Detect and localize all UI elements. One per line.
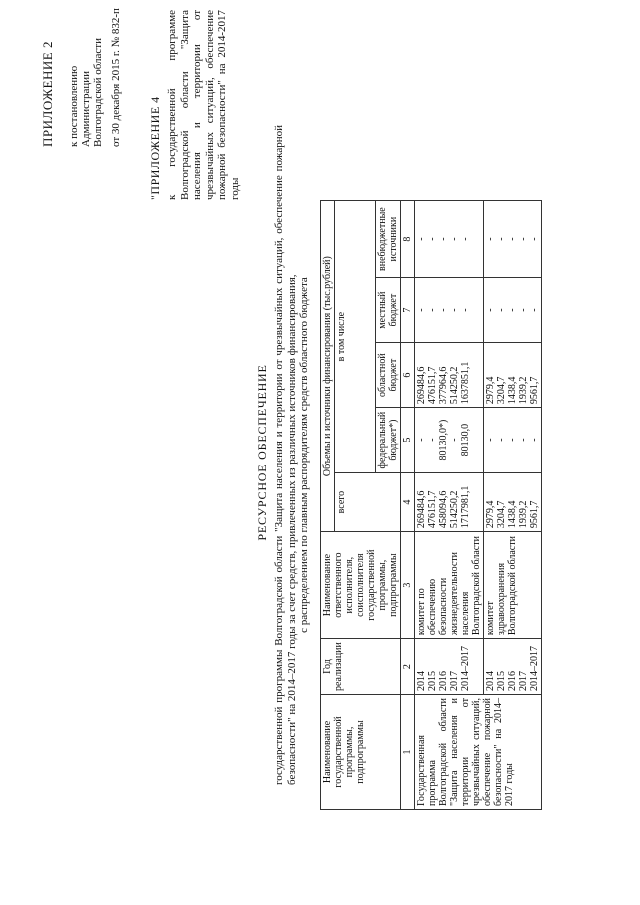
header-program-name: Наименование государственной программы, подпрограммы xyxy=(321,695,401,810)
decree-date: от 30 декабря 2015 г. № 832-п xyxy=(110,8,122,147)
total-value: 2979,4 xyxy=(485,500,496,529)
federal-value: - xyxy=(449,438,460,442)
federal-cell xyxy=(484,408,542,473)
offbudget-cell xyxy=(484,201,542,278)
appendix-4-label: "ПРИЛОЖЕНИЕ 4 xyxy=(148,96,162,200)
column-number-row xyxy=(401,201,415,810)
year-value: 2014–2017 xyxy=(460,646,471,691)
regional-cell xyxy=(415,343,484,408)
local-cell xyxy=(415,278,484,343)
regional-value: 476151,7 xyxy=(427,366,438,405)
offbudget-value: - xyxy=(529,237,540,241)
local-value: - xyxy=(496,308,507,312)
header-federal: федеральный бюджет*) xyxy=(376,408,401,473)
total-value: 1717981,1 xyxy=(460,485,471,529)
regional-value: 377964,6 xyxy=(438,366,449,405)
years-cell xyxy=(415,639,484,695)
federal-value: - xyxy=(518,438,529,442)
subtitle-last-line: с распределением по главным распорядителям средств областного бюджета xyxy=(298,277,310,633)
local-value: - xyxy=(507,308,518,312)
local-value: - xyxy=(449,308,460,312)
column-number: 1 xyxy=(401,695,415,810)
regional-value: 2979,4 xyxy=(485,376,496,405)
regional-value: 514250,2 xyxy=(449,366,460,405)
local-cell xyxy=(484,278,542,343)
local-value: - xyxy=(485,308,496,312)
total-value: 458094,6 xyxy=(438,490,449,529)
decree-line: к постановлению xyxy=(68,65,80,147)
regional-cell xyxy=(484,343,542,408)
appendix-2-label: ПРИЛОЖЕНИЕ 2 xyxy=(40,41,55,147)
year-value: 2016 xyxy=(507,671,518,691)
header-volumes: Объемы и источники финансирования (тыс.рублей) xyxy=(321,201,335,532)
resource-table xyxy=(320,200,542,810)
total-value: 269484,6 xyxy=(416,490,427,529)
header-including: в том числе xyxy=(335,201,376,473)
header-local: местный бюджет xyxy=(376,278,401,343)
program-name-cell: Государственная программа Волгоградской области "Защита населения и территории от чрезвычайных ситуаций, обеспечение пожарной безопасности" на 2014–2017 годы xyxy=(415,695,542,810)
document-subtitle xyxy=(273,125,311,785)
total-value: 3204,7 xyxy=(496,500,507,529)
year-value: 2016 xyxy=(438,671,449,691)
offbudget-value: - xyxy=(460,237,471,241)
years-cell xyxy=(484,639,542,695)
table-row xyxy=(415,201,484,810)
total-value: 9561,7 xyxy=(529,500,540,529)
year-value: 2014 xyxy=(485,671,496,691)
federal-value: - xyxy=(485,438,496,442)
regional-value: 1637851,1 xyxy=(460,361,471,405)
document-title: РЕСУРСНОЕ ОБЕСПЕЧЕНИЕ xyxy=(255,364,269,541)
local-value: - xyxy=(518,308,529,312)
year-value: 2015 xyxy=(496,671,507,691)
regional-value: 1438,4 xyxy=(507,376,518,405)
local-value: - xyxy=(460,308,471,312)
executor-cell: комитет здравоохранения Волгоградской области xyxy=(484,532,542,639)
decree-line: Волгоградской области xyxy=(92,38,104,147)
offbudget-value: - xyxy=(485,237,496,241)
year-value: 2015 xyxy=(427,671,438,691)
header-executor: Наименование ответственного исполнителя, соисполнителя государственной программы, подпрограммы xyxy=(321,532,401,639)
header-total: всего xyxy=(335,473,401,532)
offbudget-value: - xyxy=(438,237,449,241)
year-value: 2014 xyxy=(416,671,427,691)
federal-value: - xyxy=(416,438,427,442)
federal-value: 80130,0 xyxy=(460,423,471,457)
total-cell xyxy=(415,473,484,532)
offbudget-value: - xyxy=(518,237,529,241)
regional-value: 1939,2 xyxy=(518,376,529,405)
local-value: - xyxy=(416,308,427,312)
regional-value: 269484,6 xyxy=(416,366,427,405)
offbudget-cell xyxy=(415,201,484,278)
total-value: 1438,4 xyxy=(507,500,518,529)
federal-value: - xyxy=(427,438,438,442)
offbudget-value: - xyxy=(427,237,438,241)
total-value: 514250,2 xyxy=(449,490,460,529)
year-value: 2014–2017 xyxy=(529,646,540,691)
local-value: - xyxy=(529,308,540,312)
appendix-4-text: к государственной программе Волгоградской области "Защита населения и территории от чрезвычайных ситуаций, обеспечение пожарной безопасности" на 2014-2017 годы xyxy=(166,10,241,200)
column-number: 7 xyxy=(401,278,415,343)
decree-line: Администрации xyxy=(80,70,92,147)
year-value: 2017 xyxy=(518,671,529,691)
header-year: Год реализации xyxy=(321,639,401,695)
header-offbudget: внебюджетные источники xyxy=(376,201,401,278)
local-value: - xyxy=(438,308,449,312)
column-number: 8 xyxy=(401,201,415,278)
column-number: 2 xyxy=(401,639,415,695)
total-value: 1939,2 xyxy=(518,500,529,529)
header-regional: областной бюджет xyxy=(376,343,401,408)
year-value: 2017 xyxy=(449,671,460,691)
federal-cell xyxy=(415,408,484,473)
offbudget-value: - xyxy=(496,237,507,241)
federal-value: 80130,0*) xyxy=(438,419,449,461)
offbudget-value: - xyxy=(416,237,427,241)
federal-value: - xyxy=(496,438,507,442)
regional-value: 3204,7 xyxy=(496,376,507,405)
column-number: 4 xyxy=(401,473,415,532)
column-number: 6 xyxy=(401,343,415,408)
executor-cell: комитет по обеспечению безопасности жизнедеятельности населения Волгоградской области xyxy=(415,532,484,639)
column-number: 3 xyxy=(401,532,415,639)
column-number: 5 xyxy=(401,408,415,473)
decree-reference xyxy=(68,38,104,147)
table-header-row xyxy=(321,201,335,810)
offbudget-value: - xyxy=(507,237,518,241)
regional-value: 9561,7 xyxy=(529,376,540,405)
offbudget-value: - xyxy=(449,237,460,241)
total-cell xyxy=(484,473,542,532)
federal-value: - xyxy=(529,438,540,442)
subtitle-text: государственной программы Волгоградской области "Защита населения и территории от чрезвычайных ситуаций, обеспечение пожарной безопасности" на 2014–2017 годы за счет средств, привлеченных из различных источников финансирования, xyxy=(273,125,298,785)
local-value: - xyxy=(427,308,438,312)
total-value: 476151,7 xyxy=(427,490,438,529)
federal-value: - xyxy=(507,438,518,442)
